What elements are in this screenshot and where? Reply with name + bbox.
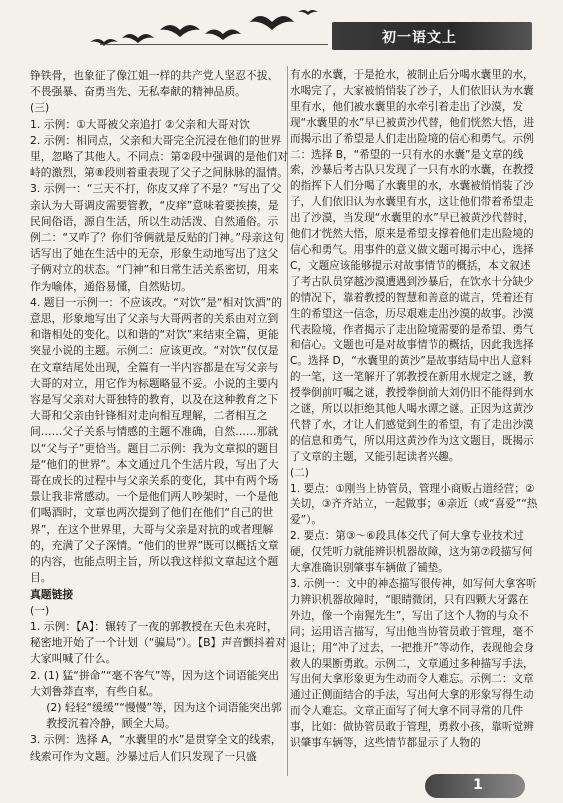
left-paragraph: 2. (1) 猛“拼命”“毫不客气”等，因为这个词语能突出大刘鲁莽直率，有些自私。 bbox=[30, 668, 280, 698]
left-paragraph: 4. 题目一示例一：不应该改。“对饮”是“相对饮酒”的意思，形象地写出了父亲与大哥两者的关系由对立到和谐相处的变化。以和谐的“对饮”来结束全篇，更能突显小说的主题。示例二：应该更改。“对饮”仅仅是在文章结尾处出现，全篇有一半内容都是在写父亲与大哥的对立，用它作为标题略显不妥。小说的主要内容是写父亲对大哥独特的教育，以及在这种教育之下大哥和父亲由针锋相对走向相互理解，二者相互之间……父子关系与情感的主题不准确，自然……那就以“父与子”更恰当。题目二示例：我为文章拟的题目是“他们的世界”。本文通过几个生活片段，写出了大哥在成长的过程中与父亲关系的变化，其中有两个场景让我非常感动。一个是他们两人吵架时，一个是他们喝酒时，文章也两次提到了他们在他们“自己的世界”，在这个世界里，大哥与父亲是对抗的或者理解的，充满了父子深情。“他们的世界”既可以概括文章的内容，也能点明主旨，所以我这样拟文章起这个题目。 bbox=[30, 295, 283, 585]
header-rule bbox=[100, 44, 328, 45]
flying-birds-decoration-icon bbox=[80, 8, 340, 54]
left-column bbox=[30, 68, 288, 765]
subject-title: 初一语文上 bbox=[382, 30, 457, 46]
page-number-badge bbox=[425, 774, 525, 798]
right-section-heading: (二) bbox=[290, 466, 309, 479]
page-footer bbox=[0, 770, 563, 803]
page-number: 1 bbox=[473, 777, 483, 793]
right-paragraph: 3. 示例一：文中的神态描写很传神，如写何大拿客听力辨识机器故障时，“眼睛微闭，只有四颗大牙露在外边，像一个南猩先生”，写出了这个人物的与众不同；运用语言描写，写出他当协管员敢于管理，毫不退让；用“冲了过去，一把推开”等动作，表现他会身救人的果断勇敢。示例二，文章通过多种描写手法，写出何大拿形象更为生动而令人难忘。示例二：文章通过正侧面结合的手法，写出何大拿的形象写得生动而令人难忘。文章正面写了何大拿不同寻常的几件事，比如：做协管员敢于管理，勇救小孩，靠听觉辨识肇事车辆等，这些情节都显示了人物的 bbox=[290, 578, 537, 750]
right-column bbox=[290, 68, 538, 752]
left-paragraph: 1. 示例：①大哥被父亲追打 ②父亲和大哥对饮 bbox=[30, 117, 251, 131]
left-paragraph: (2) 轻轻“缓缓”“慢慢”等，因为这个词语能突出郭教授沉着冷静，顾全大局。 bbox=[46, 700, 282, 731]
left-paragraph: 3. 示例：选择 A，“水囊里的水”是贯穿全文的线索，线索可作为文题。沙暴过后人们只发现了一只盛 bbox=[30, 733, 282, 763]
left-paragraph: 3. 示例一：“三天不打，你皮又痒了不是？”写出了父亲认为大哥调皮需要管教，“皮痒”意味着要挨揍，是民间俗语，源自生活，所以生动活泼、自然通俗。示例二：“又咋了？你们爷俩就是反贴的门神。”母亲这句话写出了她在生活中的无奈，形象生动地写出了这父子俩对立的状态。“门神”和日常生活关系密切，用来作为喻体，通俗易懂，自然贴切。 bbox=[30, 182, 285, 293]
left-section-heading: (一) bbox=[30, 603, 50, 617]
left-paragraph: 2. 示例：相同点，父亲和大哥完全沉浸在他们的世界里，忽略了其他人。不同点：第②段中强调的是他们对峙的激烈，第⑧段则着重表现了父子之间脉脉的温情。 bbox=[30, 133, 289, 180]
left-section-title: 真题链接 bbox=[30, 587, 74, 601]
right-paragraph: 2. 要点：第③～⑥段具体交代了何大拿专业技术过硬，仅凭听力就能辨识机器故障，这为第⑦段描写何大拿准确识别肇事车辆做了铺垫。 bbox=[290, 530, 533, 575]
subject-tab bbox=[332, 22, 532, 50]
right-paragraph: 有水的水囊，于是抢水，被制止后分喝水囊里的水，水喝完了，大家被悄悄装了沙子，人们依旧认为水囊里有水，他们被水囊里的水牵引着走出了沙漠，发现“水囊里的水”早已被黄沙代替，他们恍然大悟，进而揭示出了希望是人们走出险境的信心和勇气。示例二：选择 B，“希望的一只有水的水囊”是文章的线索，沙暴后考古队只发现了一只有水的水囊，在教授的指挥下人们分喝了水囊里的水，水囊被悄悄装了沙子，人们依旧认为水囊里有水，这让他们带着希望走出了沙漠，当发现“水囊里的水”早已被黄沙代替时，他们才恍然大悟，原来是希望支撑着他们走出险境的信心和勇气。用事件的意义做文题可揭示中心，选择 C，文题应该能够提示对故事情节的概括，本文叙述了考古队员穿越沙漠遭遇到沙暴后，在饮水十分缺少的情况下，靠着教授的智慧和善意的谎言，凭着还有生的希望这一信念，历尽艰难走出沙漠的故事。沙漠代表险境，作者揭示了走出险境需要的是希望、勇气和信心。文题也可是对故事情节的概括，因此我选择 C。选择 D，“水囊里的黄沙”是故事结局中出人意料的一笔，这一笔解开了郭教授在新用水规定之谜，教授拳倒前叮嘱之谜，教授拳倒前大刘仍旧不能得到水之谜，所以以拒绝其他人喝水谭之谜。正因为这黄沙代替了水，才让人们感觉到生的希望，有了走出沙漠的信息和勇气，所以用这黄沙作为这文题目，既揭示了文章的主题，又能引起读者兴趣。 bbox=[290, 69, 535, 463]
right-paragraph: 1. 要点：①刚当上协管员，管理小商贩占道经营；②关切，③齐齐站立，一起做事；④亲近（或“喜爱”“热爱”）。 bbox=[290, 482, 538, 527]
left-paragraph: 铮铁骨，也象征了像江姐一样的共产党人坚忍不拔、不畏强暴、奋勇当先、无私奉献的精神品质。 bbox=[30, 69, 279, 99]
left-paragraph: 1. 示例：【A】：辗转了一夜的郭教授在天色未亮时，秘密地开始了一个计划（“骗局”）。【B】声音颤抖着对大家叫喊了什么。 bbox=[30, 619, 287, 666]
page-header bbox=[0, 0, 563, 60]
left-section-heading: (三) bbox=[30, 101, 50, 115]
